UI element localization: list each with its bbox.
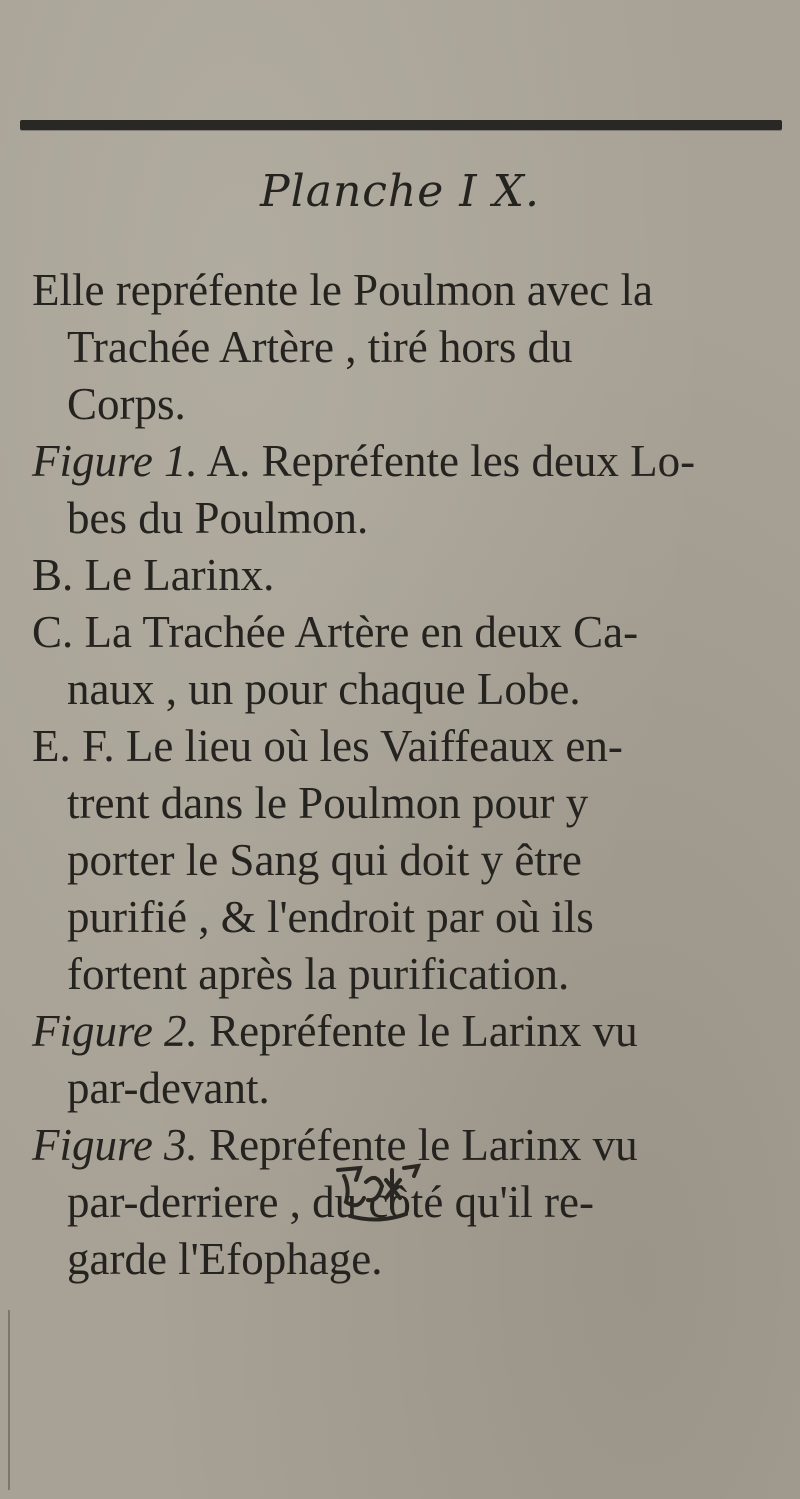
- line-text: garde l'Efophage.: [67, 1234, 383, 1284]
- top-rule: [20, 120, 782, 130]
- text-line: [32, 319, 792, 376]
- text-line: [32, 376, 792, 433]
- plate-description: [32, 262, 792, 1288]
- text-line: [32, 1060, 792, 1117]
- plate-heading: Planche I X.: [260, 166, 540, 217]
- text-line: [32, 775, 792, 832]
- line-text: Elle repréfente le Poulmon avec la: [32, 265, 653, 315]
- figure-label: Figure 2.: [32, 1006, 198, 1056]
- line-text: bes du Poulmon.: [67, 493, 369, 543]
- figure-2-line: [32, 1003, 792, 1060]
- fleuron-ornament-icon: [330, 1158, 426, 1232]
- figure-label: Figure 3.: [32, 1120, 198, 1170]
- line-text: C. La Trachée Artère en deux Ca-: [32, 607, 639, 657]
- figure-1-line: [32, 433, 792, 490]
- line-text: par-derriere , du côté qu'il re-: [67, 1177, 594, 1227]
- line-text: B. Le Larinx.: [32, 550, 275, 600]
- text-line: [32, 490, 792, 547]
- line-text: porter le Sang qui doit y être: [67, 835, 582, 885]
- line-text: fortent après la purification.: [67, 949, 570, 999]
- text-line: [32, 718, 792, 775]
- line-text: purifié , & l'endroit par où ils: [67, 892, 594, 942]
- text-line: [32, 661, 792, 718]
- text-line: [32, 832, 792, 889]
- text-line: [32, 262, 792, 319]
- line-text: Repréfente le Larinx vu: [197, 1006, 638, 1056]
- line-text: par-devant.: [67, 1063, 270, 1113]
- line-text: naux , un pour chaque Lobe.: [67, 664, 581, 714]
- line-text: trent dans le Poulmon pour y: [67, 778, 589, 828]
- line-text: E. F. Le lieu où les Vaiffeaux en-: [32, 721, 623, 771]
- text-line: [32, 1231, 792, 1288]
- text-line: [32, 889, 792, 946]
- figure-label: Figure 1.: [32, 436, 198, 486]
- page-edge-shadow: [8, 1310, 10, 1490]
- line-text: A. Repréfente les deux Lo-: [197, 436, 696, 486]
- line-text: Corps.: [67, 379, 186, 429]
- text-line: [32, 604, 792, 661]
- text-line: [32, 547, 792, 604]
- line-text: Repréfente le Larinx vu: [197, 1120, 638, 1170]
- line-text: Trachée Artère , tiré hors du: [67, 322, 573, 372]
- text-line: [32, 946, 792, 1003]
